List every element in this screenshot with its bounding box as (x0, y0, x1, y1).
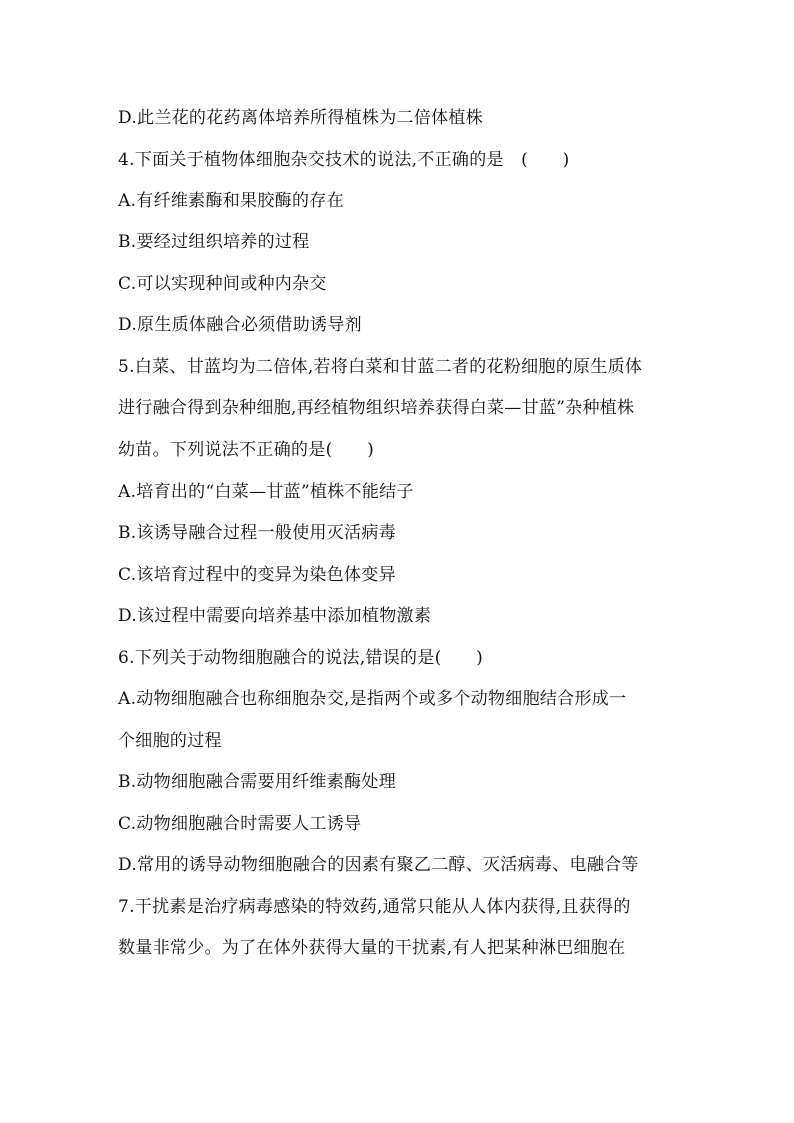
question-7-stem-line-1: 7.干扰素是治疗病毒感染的特效药,通常只能从人体内获得,且获得的 (118, 897, 631, 917)
question-5-stem-line-2: 进行融合得到杂种细胞,再经植物组织培养获得白菜—甘蓝”杂种植株 (118, 398, 635, 418)
question-6-option-d: D.常用的诱导动物细胞融合的因素有聚乙二醇、灭活病毒、电融合等 (118, 855, 639, 875)
question-5-stem-line-3: 幼苗。下列说法不正确的是( ) (118, 440, 375, 460)
question-6-stem: 6.下列关于动物细胞融合的说法,错误的是( ) (118, 648, 484, 668)
question-4-option-a: A.有纤维素酶和果胶酶的存在 (118, 191, 344, 211)
question-6-option-a-line-1: A.动物细胞融合也称细胞杂交,是指两个或多个动物细胞结合形成一 (118, 689, 627, 709)
question-5-option-c: C.该培育过程中的变异为染色体变异 (118, 565, 396, 585)
question-4-option-d: D.原生质体融合必须借助诱导剂 (118, 315, 362, 335)
question-5-option-b: B.该诱导融合过程一般使用灭活病毒 (118, 523, 396, 543)
question-5-stem-line-1: 5.白菜、甘蓝均为二倍体,若将白菜和甘蓝二者的花粉细胞的原生质体 (118, 357, 643, 377)
question-5-option-d: D.该过程中需要向培养基中添加植物激素 (118, 606, 432, 626)
question-4-option-c: C.可以实现种间或种内杂交 (118, 274, 327, 294)
question-5-option-a: A.培育出的“白菜—甘蓝”植株不能结子 (118, 482, 414, 502)
question-7-stem-line-2: 数量非常少。为了在体外获得大量的干扰素,有人把某种淋巴细胞在 (118, 938, 626, 958)
option-3d-line: D.此兰花的花药离体培养所得植株为二倍体植株 (118, 108, 484, 128)
question-6-option-c: C.动物细胞融合时需要人工诱导 (118, 814, 362, 834)
question-4-option-b: B.要经过组织培养的过程 (118, 232, 310, 252)
question-6-option-a-line-2: 个细胞的过程 (118, 731, 222, 751)
question-4-stem: 4.下面关于植物体细胞杂交技术的说法,不正确的是 ( ) (118, 150, 570, 170)
question-6-option-b: B.动物细胞融合需要用纤维素酶处理 (118, 772, 396, 792)
